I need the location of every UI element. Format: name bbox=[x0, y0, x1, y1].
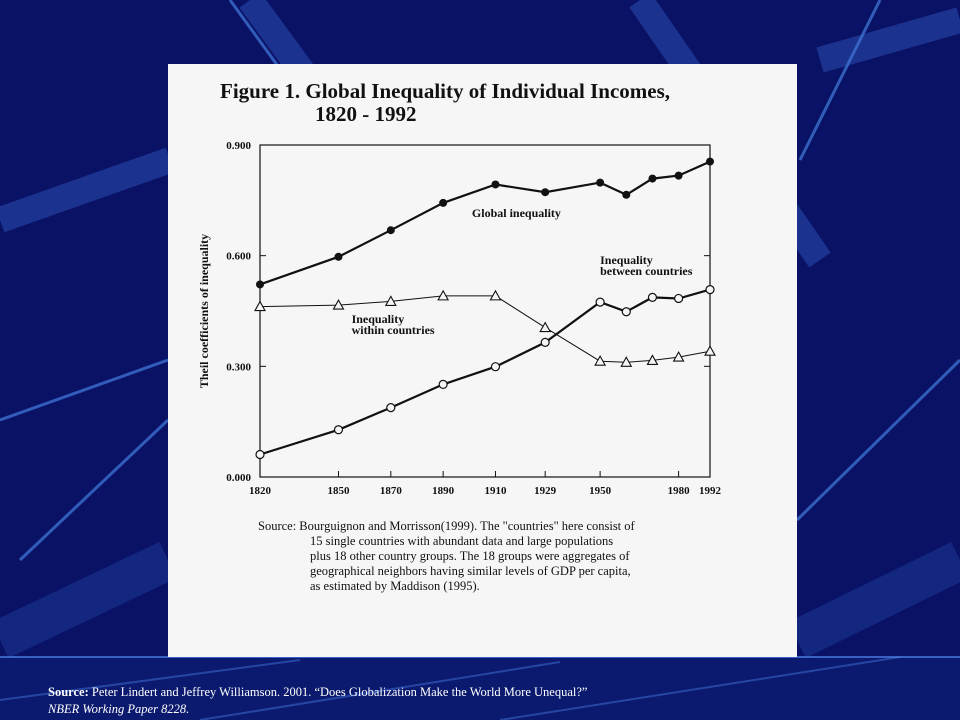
slide-source-citation bbox=[48, 684, 587, 718]
annotation-label: Inequality bbox=[351, 311, 405, 326]
data-point bbox=[490, 291, 500, 300]
source-note-line: Source: Bourguignon and Morrisson(1999). The "countries" here consist of bbox=[258, 519, 635, 533]
figure-title-years: 1820 - 1992 bbox=[315, 102, 417, 126]
data-point bbox=[387, 226, 395, 234]
data-point bbox=[596, 179, 604, 187]
data-point bbox=[648, 175, 656, 183]
figure-source-note bbox=[258, 519, 788, 594]
data-point bbox=[334, 426, 342, 434]
annotation-label: Global inequality bbox=[471, 205, 561, 220]
data-point bbox=[491, 363, 499, 371]
data-point bbox=[439, 199, 447, 207]
x-tick-label: 1910 bbox=[484, 485, 507, 497]
x-tick-label: 1850 bbox=[327, 485, 350, 497]
data-point bbox=[256, 450, 264, 458]
data-point bbox=[541, 338, 549, 346]
data-point bbox=[540, 323, 550, 332]
figure-panel bbox=[168, 64, 797, 657]
y-tick-label: 0.900 bbox=[226, 140, 251, 152]
x-tick-label: 1870 bbox=[379, 485, 402, 497]
series-inequality-between-countries bbox=[256, 286, 714, 459]
source-citation: Peter Lindert and Jeffrey Williamson. 2001. “Does Globalization Make the World More Unequal?” bbox=[91, 685, 588, 699]
x-tick-label: 1890 bbox=[432, 485, 455, 497]
source-journal: NBER Working Paper 8228. bbox=[48, 702, 190, 716]
chart-axes bbox=[197, 140, 722, 497]
annotation-label: between countries bbox=[600, 264, 693, 279]
figure-title: Figure 1. Global Inequality of Individual Incomes, bbox=[220, 79, 671, 103]
data-point bbox=[491, 180, 499, 188]
annotation-label: Inequality bbox=[600, 253, 653, 268]
data-point bbox=[706, 158, 714, 166]
series-line bbox=[260, 296, 710, 362]
x-tick-label: 1929 bbox=[534, 485, 557, 497]
y-tick-label: 0.600 bbox=[226, 250, 251, 263]
data-point bbox=[439, 380, 447, 388]
x-tick-label: 1980 bbox=[667, 485, 690, 497]
source-note-line: 15 single countries with abundant data and large populations bbox=[310, 534, 614, 548]
chart-annotations bbox=[352, 206, 693, 337]
chart-series bbox=[255, 158, 715, 459]
data-point bbox=[622, 191, 630, 199]
annotation-label: within countries bbox=[351, 322, 435, 337]
data-point bbox=[622, 308, 630, 316]
y-tick-label: 0.000 bbox=[226, 472, 251, 484]
data-point bbox=[706, 286, 714, 294]
source-note-line: geographical neighbors having similar levels of GDP per capita, bbox=[310, 564, 631, 578]
series-line bbox=[260, 290, 710, 455]
plot-frame bbox=[260, 145, 710, 477]
series-inequality-within-countries bbox=[255, 291, 715, 366]
source-note-line: as estimated by Maddison (1995). bbox=[310, 579, 480, 593]
data-point bbox=[387, 404, 395, 412]
y-axis-label: Theil coefficients of inequality bbox=[197, 233, 211, 389]
data-point bbox=[595, 356, 605, 365]
source-note-line: plus 18 other country groups. The 18 groups were aggregates of bbox=[310, 549, 630, 563]
data-point bbox=[675, 294, 683, 302]
x-tick-label: 1820 bbox=[249, 485, 271, 497]
x-tick-label: 1992 bbox=[699, 485, 721, 497]
data-point bbox=[256, 280, 264, 288]
data-point bbox=[334, 253, 342, 261]
data-point bbox=[648, 293, 656, 301]
y-tick-label: 0.300 bbox=[226, 361, 251, 374]
source-label: Source: bbox=[48, 685, 89, 699]
data-point bbox=[675, 172, 683, 180]
data-point bbox=[438, 291, 448, 300]
data-point bbox=[705, 346, 715, 355]
data-point bbox=[541, 188, 549, 196]
data-point bbox=[596, 298, 604, 306]
x-tick-label: 1950 bbox=[589, 485, 612, 497]
